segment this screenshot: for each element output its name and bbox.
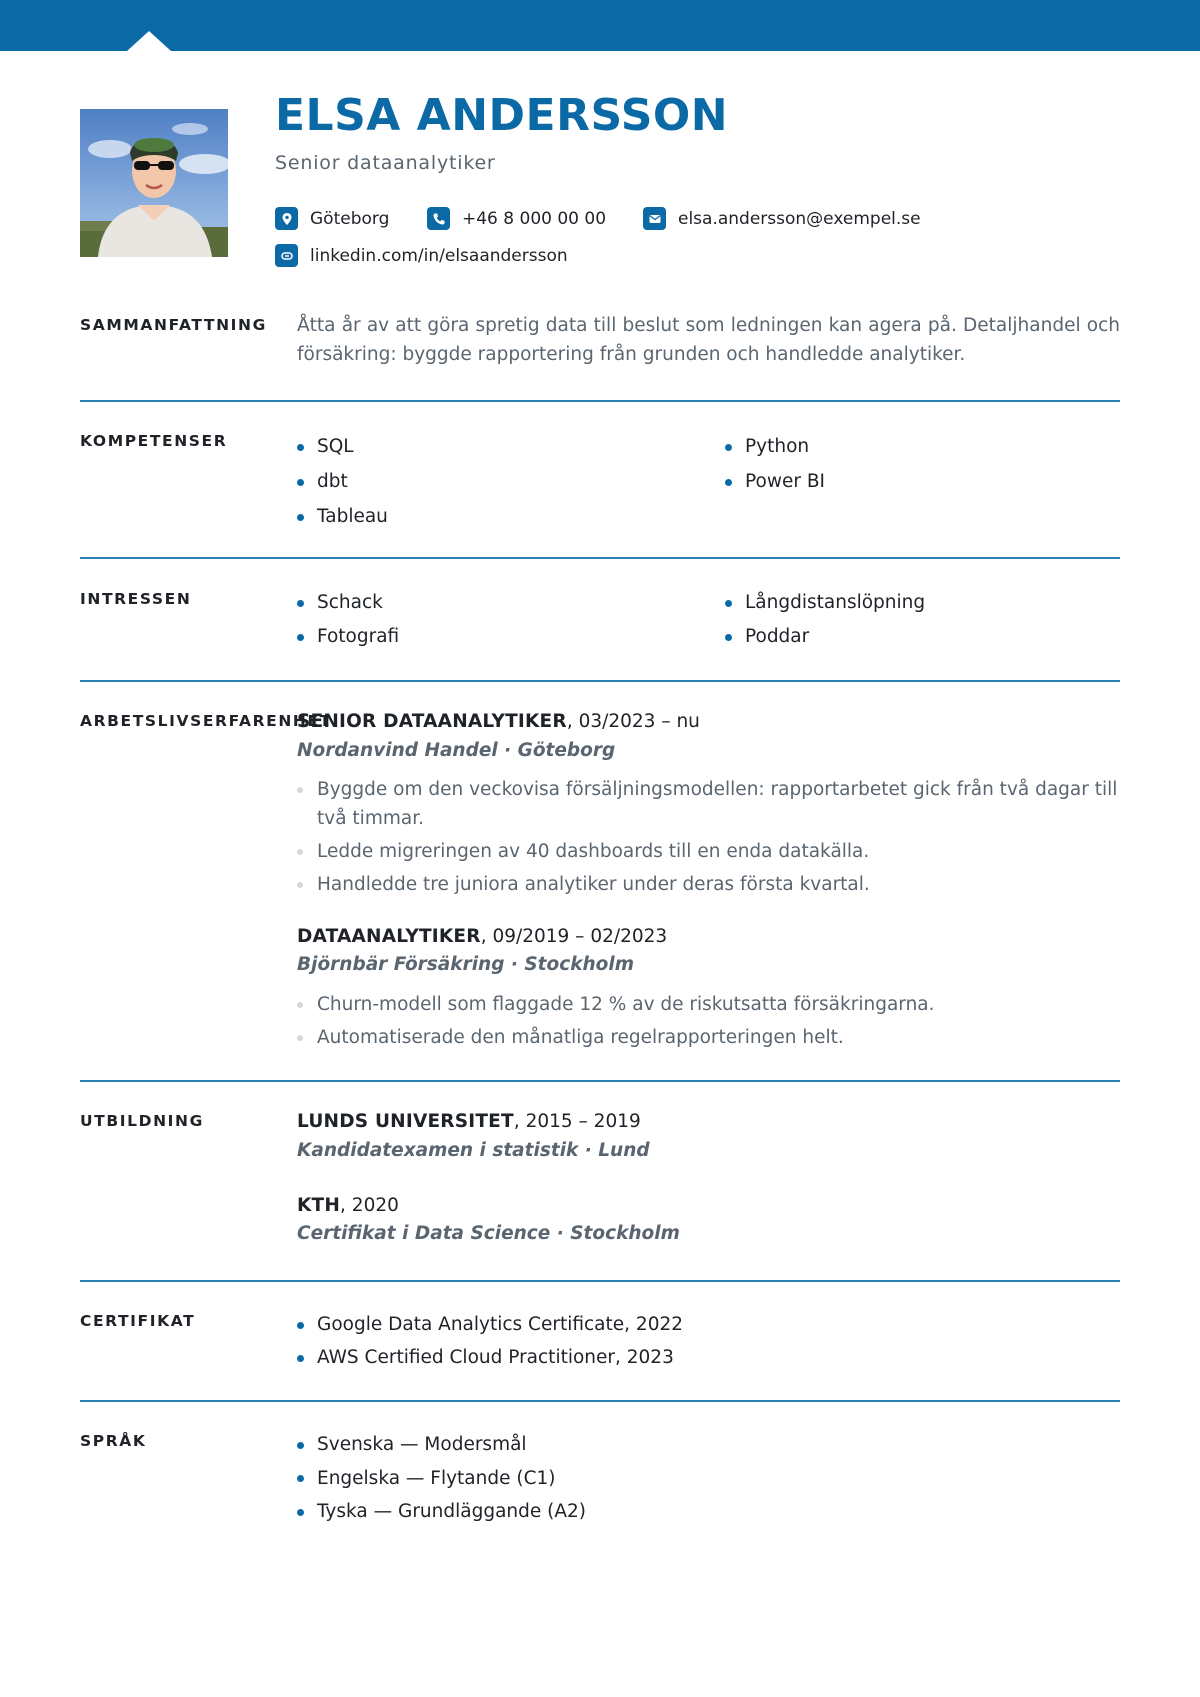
- contact-email: [643, 207, 921, 230]
- list-item: Svenska — Modersmål: [297, 1428, 586, 1462]
- education-2-heading: [297, 1195, 399, 1216]
- list-item: Tyska — Grundläggande (A2): [297, 1495, 586, 1529]
- education-heading: UTBILDNING: [80, 1112, 204, 1130]
- list-item: SQL: [297, 429, 388, 464]
- list-item: Churn-modell som flaggade 12 % av de riskutsatta försäkringarna.: [297, 990, 1120, 1019]
- list-item: Långdistanslöpning: [725, 586, 925, 620]
- job-1-bullets: [297, 775, 1120, 899]
- section-divider: [80, 680, 1120, 682]
- contact-phone: [427, 207, 606, 230]
- list-item: dbt: [297, 464, 388, 499]
- education-2-period: , 2020: [340, 1195, 399, 1216]
- list-item: Byggde om den veckovisa försäljningsmodellen: rapportarbetet gick från två dagar till två timmar.: [297, 775, 1120, 833]
- job-1-heading: [297, 711, 700, 732]
- summary-heading: SAMMANFATTNING: [80, 316, 267, 334]
- job-2-period: , 09/2019 – 02/2023: [480, 926, 668, 947]
- experience-heading: ARBETSLIVSERFARENHET: [80, 712, 332, 730]
- candidate-name: ELSA ANDERSSON: [275, 90, 729, 141]
- list-item: Google Data Analytics Certificate, 2022: [297, 1308, 683, 1341]
- header-notch: [127, 31, 171, 51]
- contact-location-text: Göteborg: [310, 208, 390, 229]
- skills-list-left: [297, 429, 388, 534]
- certificates-heading: CERTIFIKAT: [80, 1312, 196, 1330]
- job-2-company: Björnbär Försäkring · Stockholm: [297, 954, 635, 975]
- list-item: AWS Certified Cloud Practitioner, 2023: [297, 1341, 683, 1374]
- job-1-company: Nordanvind Handel · Göteborg: [297, 740, 616, 761]
- job-1-period: , 03/2023 – nu: [566, 711, 700, 732]
- mail-icon: [643, 207, 666, 230]
- section-divider: [80, 400, 1120, 402]
- job-1-role: SENIOR DATAANALYTIKER: [297, 711, 567, 732]
- job-2-bullets: [297, 990, 1120, 1052]
- list-item: Python: [725, 429, 825, 464]
- list-item: Engelska — Flytande (C1): [297, 1462, 586, 1496]
- job-title: Senior dataanalytiker: [275, 152, 496, 174]
- section-divider: [80, 1400, 1120, 1402]
- education-1-heading: [297, 1111, 641, 1132]
- contact-linkedin-text[interactable]: linkedin.com/in/elsaandersson: [310, 245, 568, 266]
- skills-list-right: [725, 429, 825, 499]
- education-2-school: KTH: [297, 1195, 341, 1216]
- list-item: Automatiserade den månatliga regelrapporteringen helt.: [297, 1023, 1120, 1052]
- certificates-list: [297, 1308, 683, 1374]
- profile-photo: [80, 109, 228, 257]
- list-item: Handledde tre juniora analytiker under deras första kvartal.: [297, 870, 1120, 899]
- phone-icon: [427, 207, 450, 230]
- section-divider: [80, 1280, 1120, 1282]
- interests-list-right: [725, 586, 925, 654]
- education-1-period: , 2015 – 2019: [513, 1111, 641, 1132]
- contact-email-text[interactable]: elsa.andersson@exempel.se: [678, 208, 921, 229]
- location-pin-icon: [275, 207, 298, 230]
- list-item: Tableau: [297, 499, 388, 534]
- list-item: Ledde migreringen av 40 dashboards till en enda datakälla.: [297, 837, 1120, 866]
- job-2-role: DATAANALYTIKER: [297, 926, 481, 947]
- section-divider: [80, 557, 1120, 559]
- section-divider: [80, 1080, 1120, 1082]
- interests-heading: INTRESSEN: [80, 590, 192, 608]
- list-item: Power BI: [725, 464, 825, 499]
- interests-list-left: [297, 586, 399, 654]
- languages-heading: SPRÅK: [80, 1432, 147, 1450]
- list-item: Fotografi: [297, 620, 399, 654]
- summary-text: Åtta år av att göra spretig data till beslut som ledningen kan agera på. Detaljhandel och försäkring: byggde rapportering från grunden och handledde analytiker.: [297, 315, 1120, 365]
- job-2-heading: [297, 926, 667, 947]
- header-bar: [0, 0, 1200, 51]
- skills-heading: KOMPETENSER: [80, 432, 228, 450]
- contact-location: [275, 207, 389, 230]
- list-item: Schack: [297, 586, 399, 620]
- education-1-detail: Kandidatexamen i statistik · Lund: [297, 1140, 650, 1161]
- education-1-school: LUNDS UNIVERSITET: [297, 1111, 514, 1132]
- contact-linkedin: [275, 244, 568, 267]
- education-2-detail: Certifikat i Data Science · Stockholm: [297, 1223, 680, 1244]
- link-icon: [275, 244, 298, 267]
- contact-phone-text: +46 8 000 00 00: [462, 208, 607, 229]
- list-item: Poddar: [725, 620, 925, 654]
- languages-list: [297, 1428, 586, 1529]
